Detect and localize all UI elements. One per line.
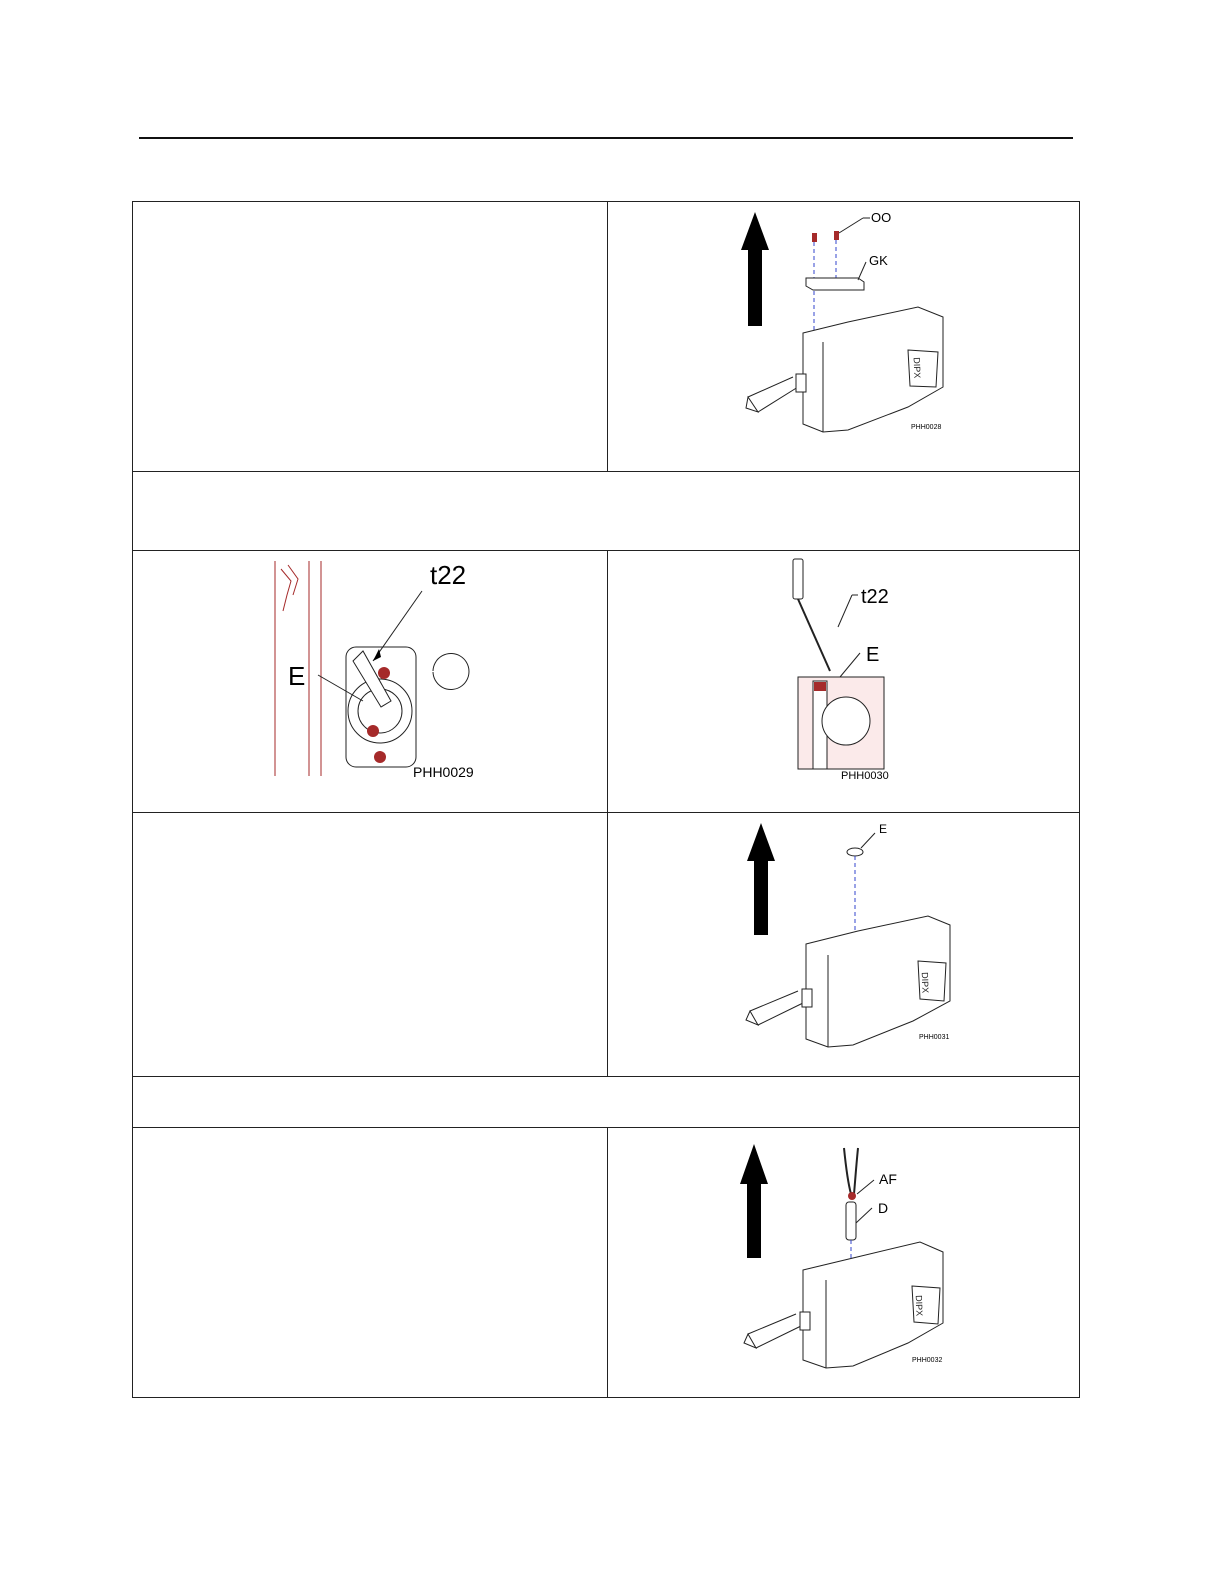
svg-text:DIPX: DIPX [919, 972, 931, 994]
screw-icon [812, 233, 817, 242]
up-arrow-icon [740, 1144, 768, 1258]
label-t22: t22 [430, 560, 467, 590]
figure-phh0029 [133, 551, 607, 812]
figure-code: PHH0028 [911, 424, 942, 431]
step-text-cell-1 [133, 202, 607, 471]
up-arrow-icon [747, 823, 775, 935]
figure-cell-1 [608, 202, 1080, 471]
figure-code: PHH0031 [919, 1034, 950, 1041]
label-af: AF [879, 1171, 897, 1187]
step-text-cell-5 [133, 1077, 1079, 1127]
up-arrow-icon [741, 212, 769, 326]
figure-phh0031 [608, 813, 1080, 1076]
bolt-icon [367, 725, 379, 737]
label-e: E [879, 822, 888, 836]
header-rule [139, 137, 1073, 139]
figure-phh0030 [608, 551, 1080, 812]
figure-cell-3 [608, 551, 1080, 812]
label-oo: OO [871, 210, 892, 225]
label-d: D [878, 1200, 889, 1216]
figure-cell-6 [608, 1128, 1080, 1398]
figure-phh0028 [608, 202, 1080, 471]
washer-icon [847, 848, 863, 856]
svg-text:DIPX: DIPX [913, 1295, 925, 1317]
figure-phh0032 [608, 1128, 1080, 1398]
screwdriver-icon [793, 559, 803, 599]
figure-code: PHH0029 [413, 764, 474, 780]
svg-text:DIPX: DIPX [911, 357, 923, 379]
label-t22: t22 [861, 586, 889, 608]
pin-icon [846, 1202, 856, 1240]
step-text-cell-6 [133, 1128, 607, 1398]
figure-cell-4 [608, 813, 1080, 1076]
label-e: E [866, 644, 880, 666]
label-e: E [288, 661, 306, 691]
bolt-icon [374, 751, 386, 763]
pliers-icon [844, 1148, 858, 1194]
figure-code: PHH0032 [912, 1357, 943, 1364]
plate-icon [806, 278, 864, 290]
screw-icon [834, 231, 839, 240]
figure-code: PHH0030 [841, 770, 889, 782]
step-text-cell-2 [133, 472, 1079, 550]
label-gk: GK [869, 253, 888, 268]
figure-cell-2 [133, 551, 607, 812]
step-text-cell-4 [133, 813, 607, 1076]
procedure-table [132, 201, 1080, 1398]
